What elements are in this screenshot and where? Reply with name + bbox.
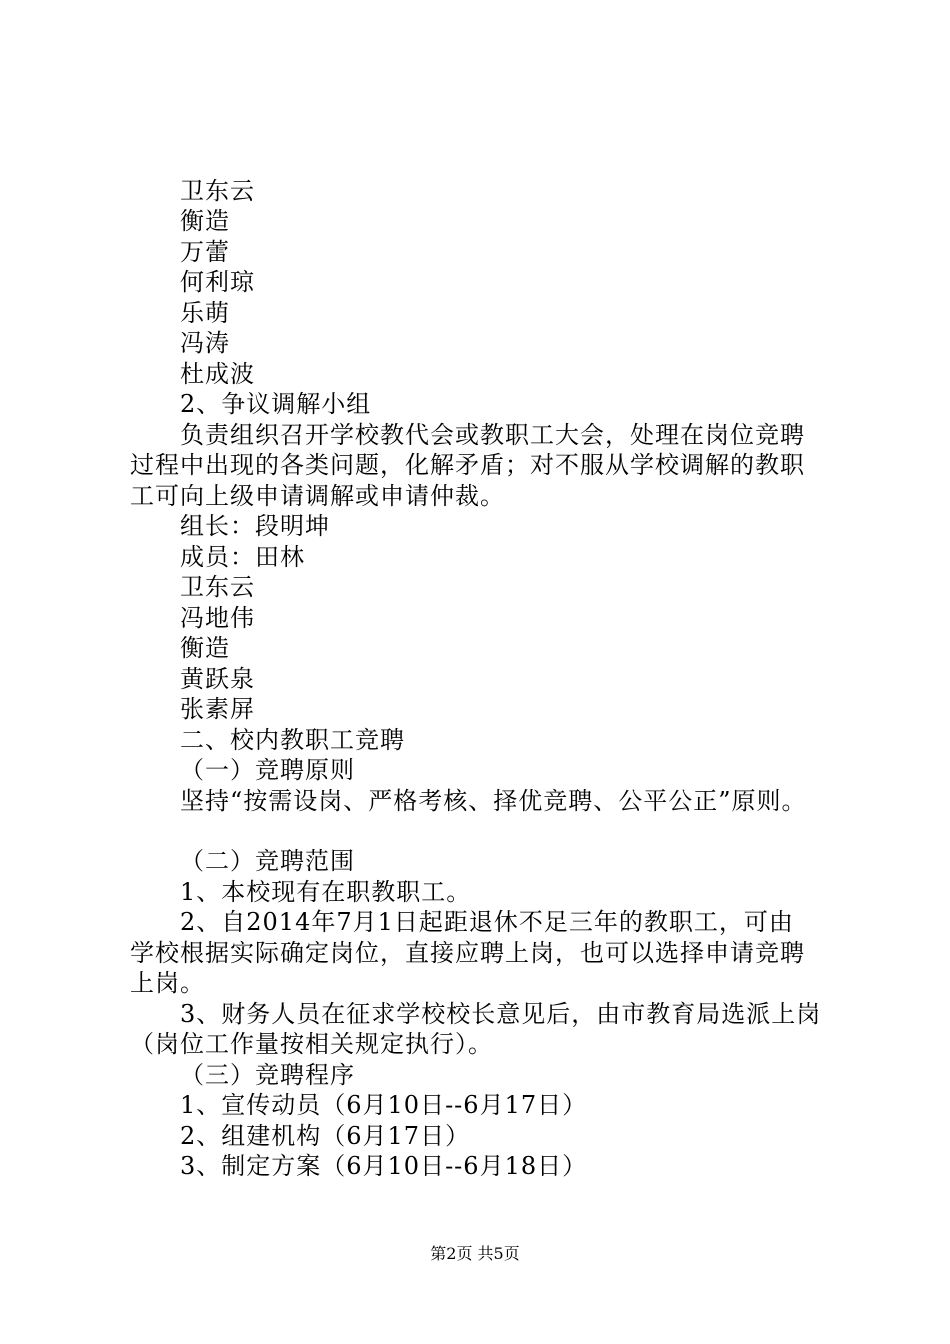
paragraph-line: 3、财务人员在征求学校校长意见后，由市教育局选派上岗 — [180, 1000, 822, 1028]
text-line: 何利琼 — [180, 268, 255, 296]
subsection-heading: （二）竞聘范围 — [180, 847, 355, 875]
paragraph-line: （岗位工作量按相关规定执行）。 — [130, 1030, 493, 1058]
paragraph-line: 1、宣传动员（6月10日--6月17日） — [180, 1091, 588, 1119]
paragraph-line: 学校根据实际确定岗位，直接应聘上岗，也可以选择申请竞聘 — [130, 939, 805, 967]
text-line: 衡造 — [180, 207, 230, 235]
text-line: 乐萌 — [180, 299, 230, 327]
subsection-heading: （一）竞聘原则 — [180, 756, 355, 784]
paragraph-line: 工可向上级申请调解或申请仲裁。 — [130, 482, 505, 510]
paragraph-line: 过程中出现的各类问题，化解矛盾；对不服从学校调解的教职 — [130, 451, 805, 479]
paragraph-line: 负责组织召开学校教代会或教职工大会，处理在岗位竞聘 — [180, 421, 805, 449]
section-heading: 二、校内教职工竞聘 — [180, 726, 405, 754]
text-line: 组长：段明坤 — [180, 512, 330, 540]
text-line: 万蕾 — [180, 238, 230, 266]
text-line: 卫东云 — [180, 573, 255, 601]
text-line: 卫东云 — [180, 177, 255, 205]
page-footer: 第2页 共5页 — [430, 1244, 520, 1263]
paragraph-line: 上岗。 — [130, 969, 205, 997]
text-line: 冯涛 — [180, 329, 230, 357]
text-line: 衡造 — [180, 634, 230, 662]
paragraph-line: 2、组建机构（6月17日） — [180, 1122, 471, 1150]
text-line: 冯地伟 — [180, 604, 255, 632]
paragraph-line: 坚持“按需设岗、严格考核、择优竞聘、公平公正”原则。 — [180, 787, 807, 815]
section-heading: 2、争议调解小组 — [180, 390, 372, 418]
paragraph-line: 2、自2014年7月1日起距退休不足三年的教职工，可由 — [180, 908, 794, 936]
text-line: 张素屏 — [180, 695, 255, 723]
subsection-heading: （三）竞聘程序 — [180, 1061, 355, 1089]
text-line: 成员：田林 — [180, 543, 305, 571]
text-line: 黄跃泉 — [180, 665, 255, 693]
paragraph-line: 1、本校现有在职教职工。 — [180, 878, 472, 906]
text-line: 杜成波 — [180, 360, 255, 388]
paragraph-line: 3、制定方案（6月10日--6月18日） — [180, 1152, 588, 1180]
